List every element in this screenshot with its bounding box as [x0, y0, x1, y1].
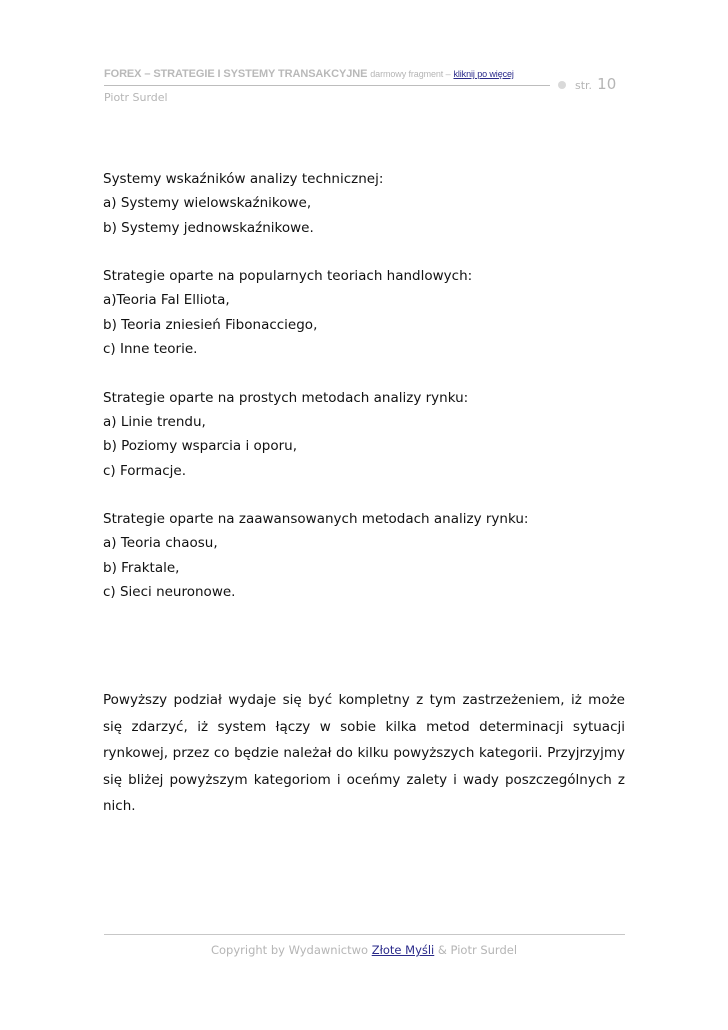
header-author: Piotr Surdel — [104, 91, 168, 104]
more-link[interactable]: kliknij po więcej — [453, 69, 514, 79]
section-advanced-methods — [103, 507, 625, 604]
section-simple-methods — [103, 386, 625, 483]
page-indicator — [575, 74, 616, 93]
summary-paragraph: Powyższy podział wydaje się być kompletny z tym zastrzeżeniem, iż może się zdarzyć, iż system łączy w sobie kilka metod determinacji sytuacji rynkowej, przez co będzie należał do kilku powyższych kategorii. Przyjrzyjmy się bliżej powyższym kategoriom i oceńmy zalety i wady poszczególnych z nich. — [103, 692, 625, 815]
list-item: b) Fraktale, — [103, 559, 180, 576]
list-item: b) Teoria zniesień Fibonacciego, — [103, 316, 318, 333]
section-heading: Systemy wskaźników analizy technicznej: — [103, 171, 384, 187]
page-bullet-icon — [558, 81, 566, 89]
copyright-text: Copyright by Wydawnictwo — [210, 943, 369, 957]
free-fragment-label: darmowy fragment – — [370, 69, 451, 79]
header-divider — [104, 85, 550, 86]
list-item: a) Teoria chaosu, — [103, 535, 218, 552]
list-item: a)Teoria Fal Elliota, — [103, 292, 230, 309]
page-label: str. — [575, 79, 593, 92]
page-number: 10 — [597, 75, 617, 93]
section-heading: Strategie oparte na popularnych teoriach handlowych: — [103, 268, 473, 285]
section-popular-theories — [103, 264, 625, 361]
content-body — [103, 167, 625, 604]
list-item: b) Systemy jednowskaźnikowe. — [103, 219, 314, 236]
section-heading: Strategie oparte na zaawansowanych metodach analizy rynku: — [103, 511, 529, 528]
list-item: c) Sieci neuronowe. — [103, 584, 236, 601]
header-title-line — [104, 68, 514, 80]
list-item: a) Systemy wielowskaźnikowe, — [103, 195, 312, 212]
section-heading: Strategie oparte na prostych metodach analizy rynku: — [103, 389, 469, 406]
ampersand: & — [437, 943, 447, 957]
list-item: b) Poziomy wsparcia i oporu, — [103, 438, 298, 455]
footer-author: Piotr Surdel — [450, 943, 518, 957]
publisher-link[interactable]: Złote Myśli — [371, 943, 435, 957]
section-indicator-systems — [103, 167, 625, 240]
footer-divider — [104, 934, 625, 935]
list-item: c) Inne teorie. — [103, 341, 198, 358]
list-item: c) Formacje. — [103, 462, 187, 479]
footer-copyright — [0, 943, 728, 957]
list-item: a) Linie trendu, — [103, 413, 206, 430]
document-title: FOREX – STRATEGIE I SYSTEMY TRANSAKCYJNE — [104, 68, 368, 80]
